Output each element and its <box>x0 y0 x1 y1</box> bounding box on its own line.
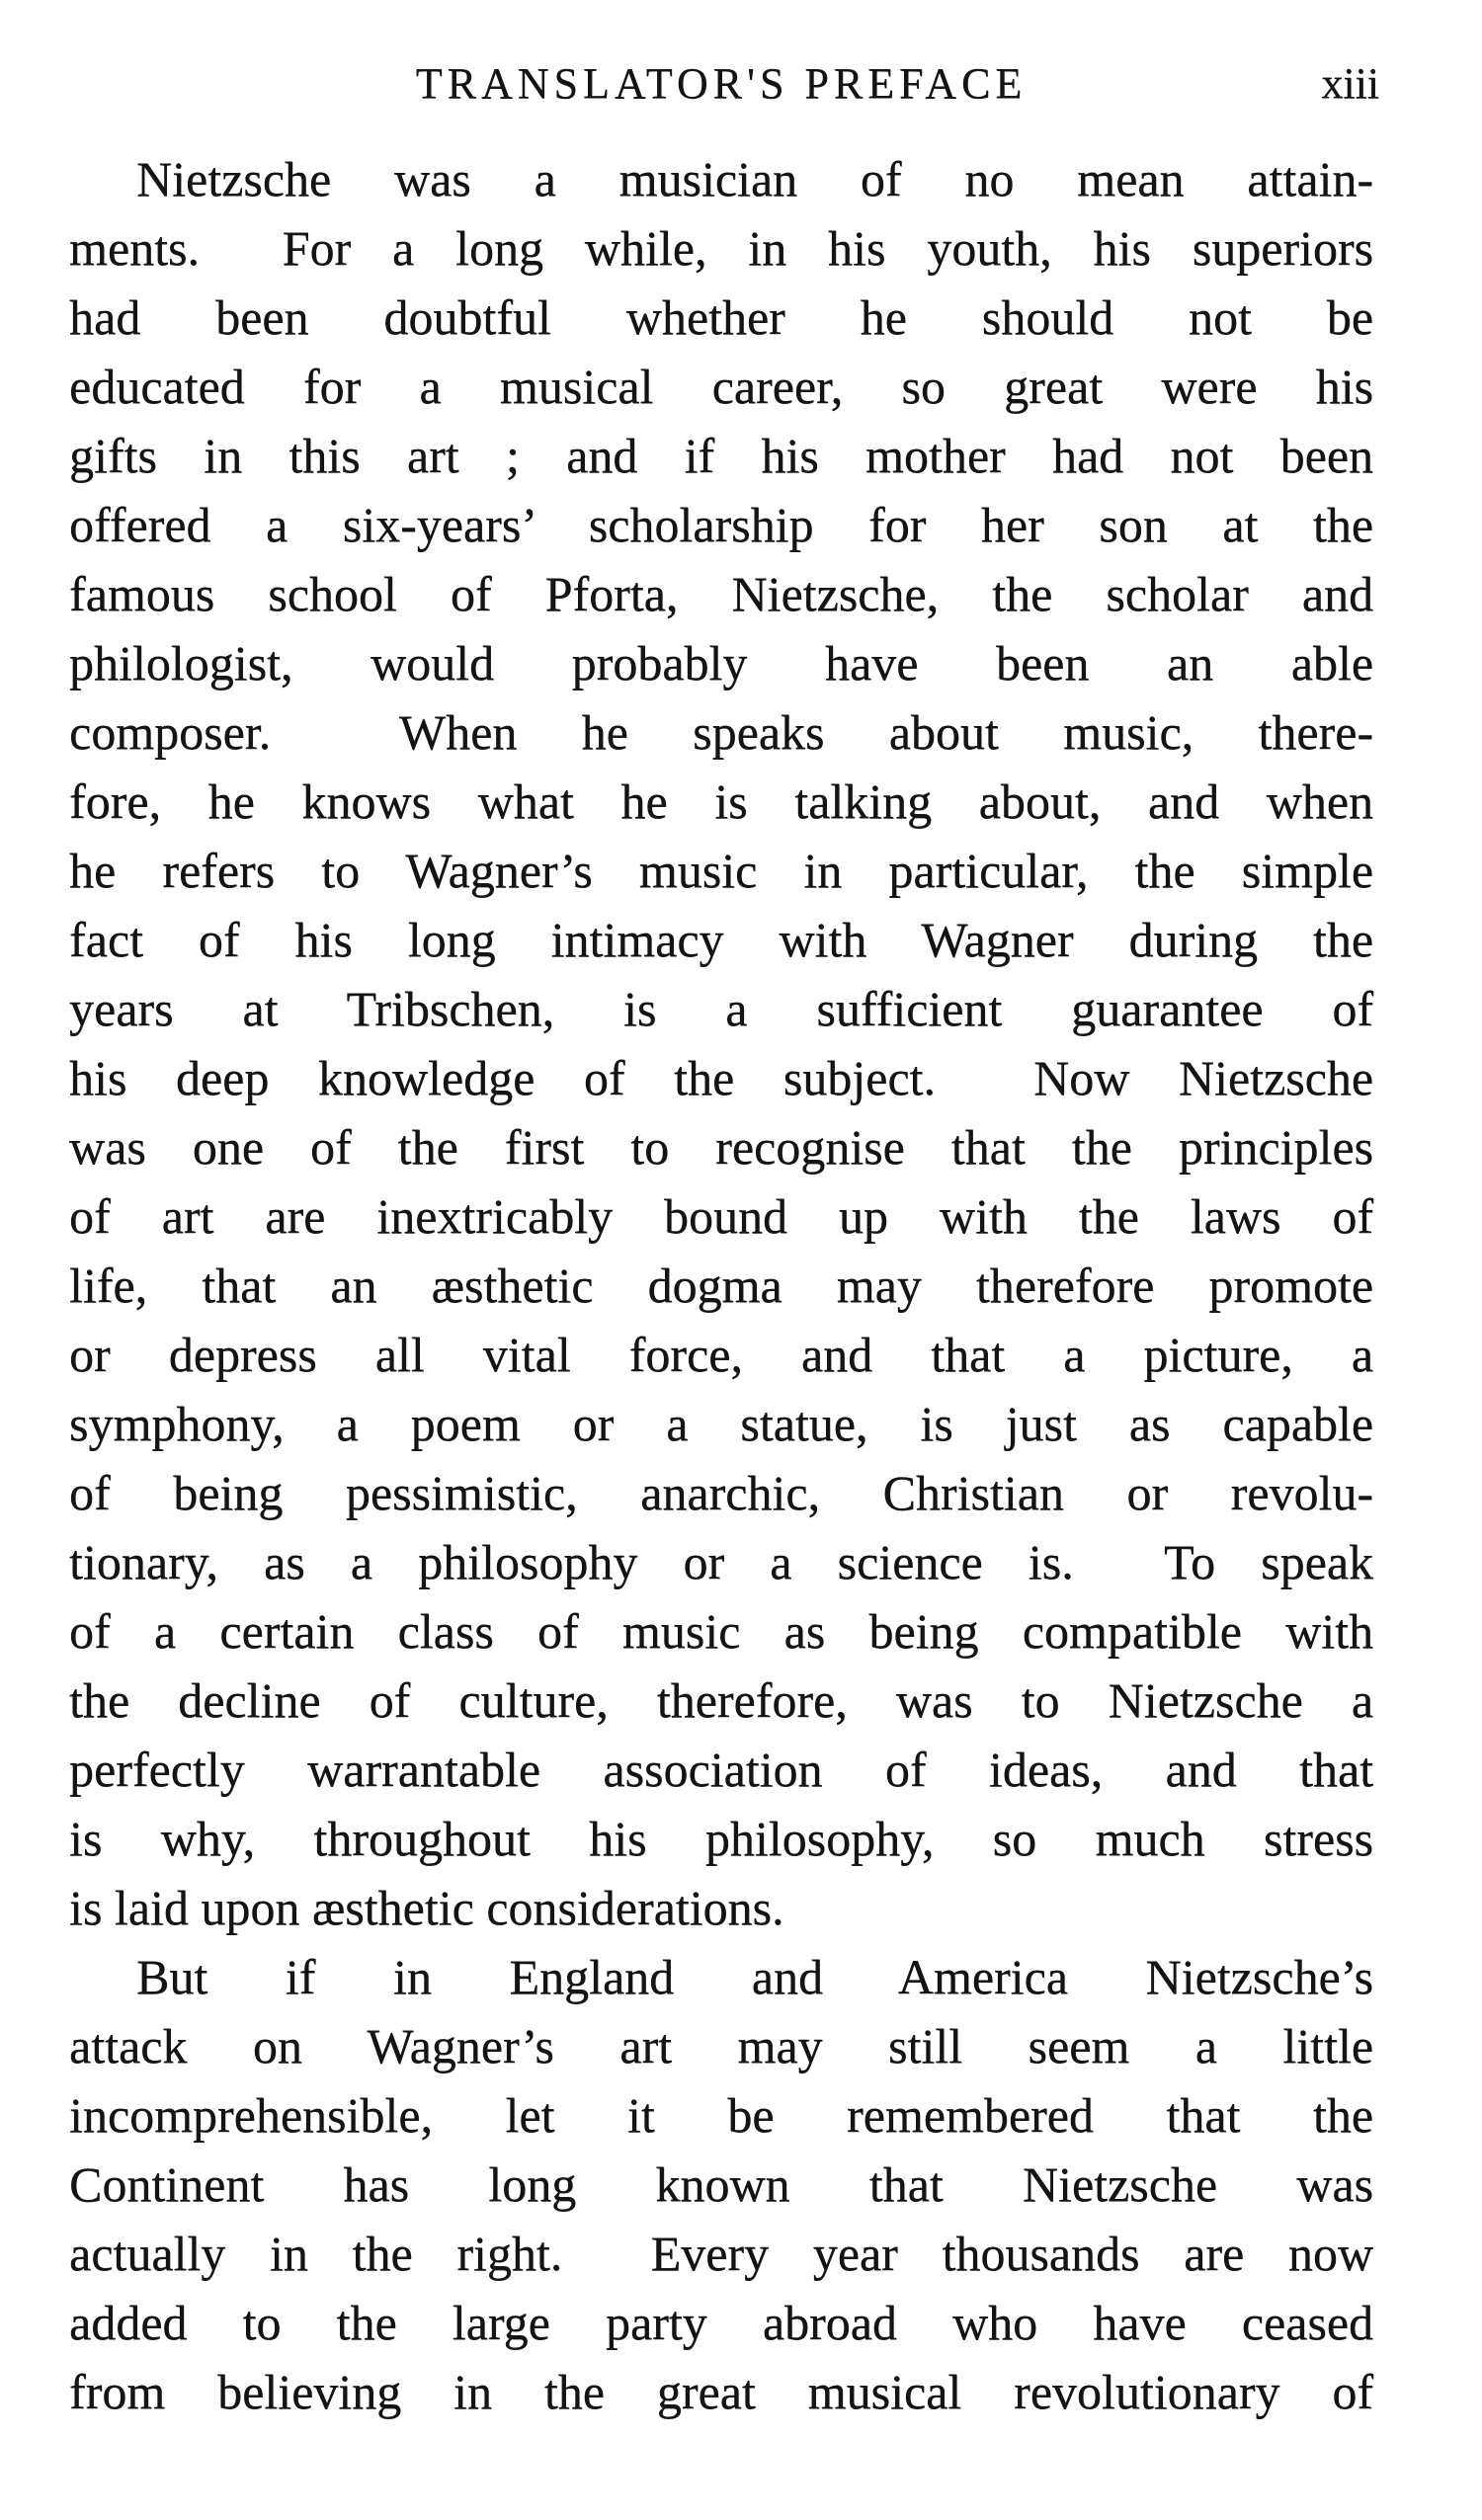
running-title: TRANSLATOR'S PREFACE <box>415 59 1028 108</box>
text-line: from believing in the great musical revolutionary of <box>69 2364 1373 2419</box>
text-line: he refers to Wagner’s music in particular, the simple <box>69 843 1373 898</box>
page-number: xiii <box>1321 59 1379 108</box>
text-line: perfectly warrantable association of ideas, and that <box>69 1742 1373 1797</box>
text-line: composer. When he speaks about music, there- <box>69 704 1373 760</box>
text-line: fore, he knows what he is talking about, and when <box>69 773 1373 829</box>
text-line: of being pessimistic, anarchic, Christian or revolu- <box>69 1465 1373 1520</box>
text-line: But if in England and America Nietzsche’s <box>136 1949 1373 2004</box>
text-line: of a certain class of music as being compatible with <box>69 1603 1373 1659</box>
text-line: philologist, would probably have been an able <box>69 635 1373 691</box>
text-line: Nietzsche was a musician of no mean attain- <box>136 151 1373 206</box>
text-line: offered a six-years’ scholarship for her son at the <box>69 497 1373 552</box>
text-line: incomprehensible, let it be remembered that the <box>69 2087 1373 2143</box>
text-line: Continent has long known that Nietzsche was <box>69 2156 1373 2212</box>
text-line: educated for a musical career, so great were his <box>69 359 1373 414</box>
text-line: the decline of culture, therefore, was to Nietzsche a <box>69 1672 1373 1728</box>
text-line: attack on Wagner’s art may still seem a little <box>69 2018 1373 2073</box>
text-line: of art are inextricably bound up with the laws of <box>69 1188 1373 1244</box>
text-line: or depress all vital force, and that a picture, a <box>69 1327 1373 1382</box>
text-line: symphony, a poem or a statue, is just as capable <box>69 1396 1373 1451</box>
text-line: life, that an æsthetic dogma may therefore promote <box>69 1258 1373 1313</box>
text-line: added to the large party abroad who have ceased <box>69 2295 1373 2350</box>
text-line: his deep knowledge of the subject. Now Nietzsche <box>69 1050 1373 1105</box>
text-line: is laid upon æsthetic considerations. <box>69 1880 784 1935</box>
text-line: is why, throughout his philosophy, so much stress <box>69 1811 1373 1866</box>
text-line: was one of the first to recognise that the principles <box>69 1119 1373 1175</box>
page-header <box>69 59 1379 108</box>
text-line: gifts in this art ; and if his mother had not been <box>69 428 1373 483</box>
page-body <box>69 144 1373 2426</box>
text-line: tionary, as a philosophy or a science is. To speak <box>69 1534 1373 1589</box>
paragraph <box>69 144 1373 1942</box>
text-line: had been doubtful whether he should not be <box>69 289 1373 345</box>
text-line: fact of his long intimacy with Wagner during the <box>69 912 1373 967</box>
text-line: ments. For a long while, in his youth, his superiors <box>69 220 1373 276</box>
text-line: years at Tribschen, is a sufficient guarantee of <box>69 981 1373 1036</box>
text-line: famous school of Pforta, Nietzsche, the scholar and <box>69 566 1373 621</box>
paragraph <box>69 1942 1373 2426</box>
text-line: actually in the right. Every year thousands are now <box>69 2226 1373 2281</box>
